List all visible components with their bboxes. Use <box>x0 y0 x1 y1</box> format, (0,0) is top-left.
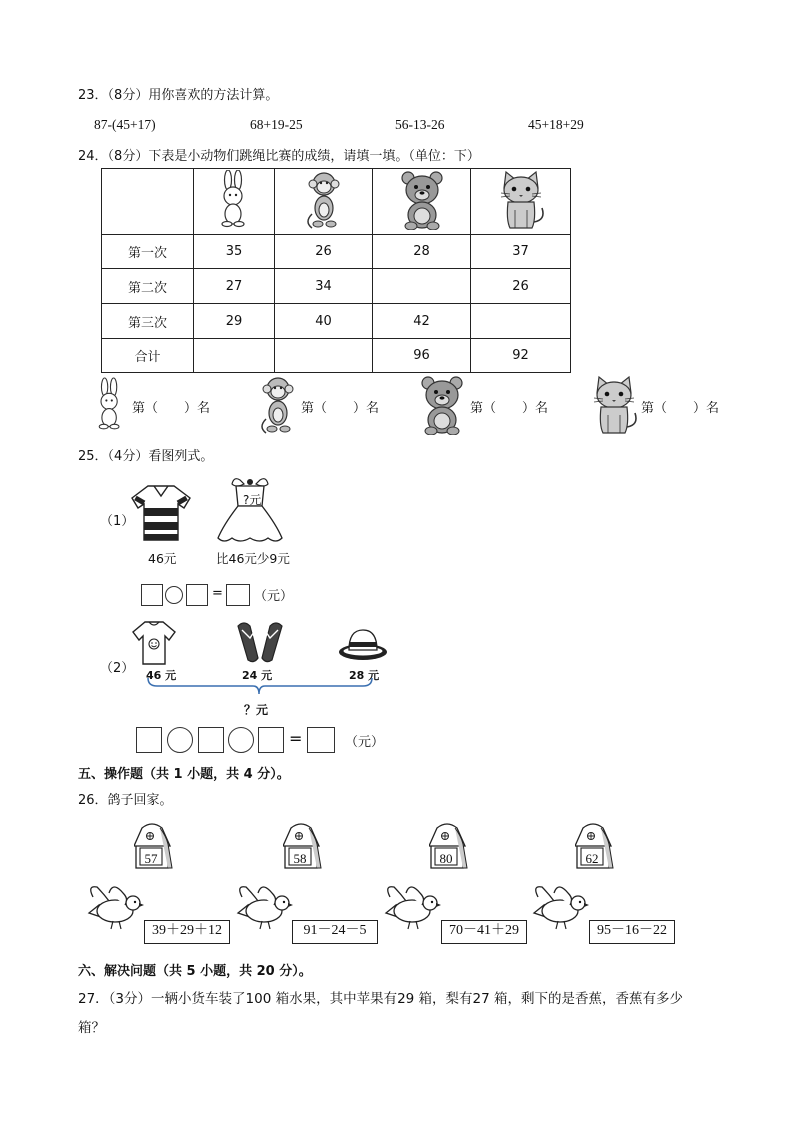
bear-icon <box>398 170 446 230</box>
answer-box[interactable] <box>258 727 284 753</box>
table-cell: 26 <box>471 269 571 304</box>
cat-header-cell <box>471 169 571 235</box>
rank-suffix: ）名 <box>522 401 549 416</box>
row-label: 第一次 <box>102 235 194 269</box>
flip-flops-price: 24 元 <box>242 669 273 682</box>
q23-expr-4: 45+18+29 <box>528 117 584 132</box>
shirt-price: 46元 <box>148 551 177 566</box>
shirt-icon <box>130 484 192 542</box>
table-cell-blank[interactable] <box>194 339 275 373</box>
flip-flops-icon <box>232 620 288 664</box>
pigeon-icon <box>532 883 592 931</box>
q24-title: 24．（8分）下表是小动物们跳绳比赛的成绩，请填一填。（单位：下） <box>78 149 480 164</box>
q23-expr-1: 87-(45+17) <box>94 117 156 132</box>
q27-text: 27．（3分）一辆小货车装了100 箱水果，其中苹果有29 箱，梨有27 箱，剩下的是香蕉，香蕉有多少 <box>78 991 684 1007</box>
hat-price: 28 元 <box>349 669 380 682</box>
rabbit-icon <box>214 170 254 230</box>
table-row <box>102 269 571 304</box>
dress-caption: 比46元少9元 <box>216 551 290 566</box>
table-cell-blank[interactable] <box>275 339 373 373</box>
operator-circle[interactable] <box>167 727 193 753</box>
table-cell: 34 <box>275 269 373 304</box>
table-cell: 42 <box>373 304 471 339</box>
equals-sign: = <box>212 586 223 601</box>
q23-expr-2: 68+19-25 <box>250 117 303 132</box>
dress-icon <box>214 476 286 546</box>
house-number: 80 <box>439 851 453 866</box>
table-row <box>102 304 571 339</box>
rank-rabbit <box>132 397 210 416</box>
house-number: 62 <box>585 851 599 866</box>
rabbit-icon <box>92 375 128 435</box>
pigeon-expression[interactable]: 95－16－22 <box>589 920 675 944</box>
q23-title: 23．（8分）用你喜欢的方法计算。 <box>78 88 279 103</box>
answer-box[interactable] <box>136 727 162 753</box>
pigeon-icon <box>384 883 444 931</box>
table-cell-blank[interactable] <box>373 269 471 304</box>
score-table <box>101 168 571 373</box>
cat-icon <box>496 170 546 230</box>
row-label: 第三次 <box>102 304 194 339</box>
rank-prefix: 第（ <box>470 401 497 416</box>
table-row <box>102 339 571 373</box>
section-6-heading: 六、解决问题（共 5 小题，共 20 分）。 <box>78 964 312 979</box>
cat-icon <box>589 375 639 435</box>
row-label: 第二次 <box>102 269 194 304</box>
hat-icon <box>337 626 389 662</box>
bear-header-cell <box>373 169 471 235</box>
monkey-icon <box>304 170 344 230</box>
table-cell: 29 <box>194 304 275 339</box>
operator-circle[interactable] <box>228 727 254 753</box>
rabbit-header-cell <box>194 169 275 235</box>
table-cell: 40 <box>275 304 373 339</box>
house-number: 57 <box>144 851 158 866</box>
section-5-heading: 五、操作题（共 1 小题，共 4 分）。 <box>78 767 290 782</box>
answer-box[interactable] <box>186 584 208 606</box>
q26-title: 26．鸽子回家。 <box>78 793 173 808</box>
q25-title: 25．（4分）看图列式。 <box>78 449 214 464</box>
pigeon-expression[interactable]: 39＋29＋12 <box>144 920 230 944</box>
table-cell: 37 <box>471 235 571 269</box>
pigeon-icon <box>87 883 147 931</box>
answer-box[interactable] <box>141 584 163 606</box>
pigeon-expression[interactable]: 91－24－5 <box>292 920 378 944</box>
table-row <box>102 235 571 269</box>
equals-sign: = <box>289 729 303 748</box>
rank-cat <box>641 397 719 416</box>
rank-prefix: 第（ <box>301 401 328 416</box>
dress-price-tag: ?元 <box>243 493 262 507</box>
q23-expr-3: 56-13-26 <box>395 117 445 132</box>
table-cell: 96 <box>373 339 471 373</box>
monkey-header-cell <box>275 169 373 235</box>
table-cell: 28 <box>373 235 471 269</box>
bear-icon <box>418 375 466 435</box>
rank-prefix: 第（ <box>132 401 159 416</box>
rank-monkey <box>301 397 379 416</box>
rank-prefix: 第（ <box>641 401 668 416</box>
total-price: ？元 <box>244 703 269 717</box>
answer-box[interactable] <box>307 727 335 753</box>
q25-part1-label: （1） <box>100 514 135 529</box>
table-cell: 26 <box>275 235 373 269</box>
q27-text-cont: 箱？ <box>78 1020 105 1036</box>
rank-bear <box>470 397 548 416</box>
unit-label: （元） <box>345 735 385 750</box>
table-cell: 27 <box>194 269 275 304</box>
total-brace <box>145 676 375 700</box>
q25-part2-label: （2） <box>100 661 135 676</box>
tshirt-price: 46 元 <box>146 669 177 682</box>
rank-suffix: ）名 <box>184 401 211 416</box>
unit-label: （元） <box>254 589 294 604</box>
rank-suffix: ）名 <box>353 401 380 416</box>
answer-box[interactable] <box>226 584 250 606</box>
table-cell: 92 <box>471 339 571 373</box>
house-number: 58 <box>293 851 307 866</box>
table-cell-blank[interactable] <box>471 304 571 339</box>
table-corner-cell <box>102 169 194 235</box>
tshirt-icon <box>131 620 177 666</box>
pigeon-icon <box>236 883 296 931</box>
table-cell: 35 <box>194 235 275 269</box>
pigeon-expression[interactable]: 70－41＋29 <box>441 920 527 944</box>
row-label: 合计 <box>102 339 194 373</box>
answer-box[interactable] <box>198 727 224 753</box>
rank-suffix: ）名 <box>693 401 720 416</box>
monkey-icon <box>258 375 298 435</box>
operator-circle[interactable] <box>165 586 183 604</box>
